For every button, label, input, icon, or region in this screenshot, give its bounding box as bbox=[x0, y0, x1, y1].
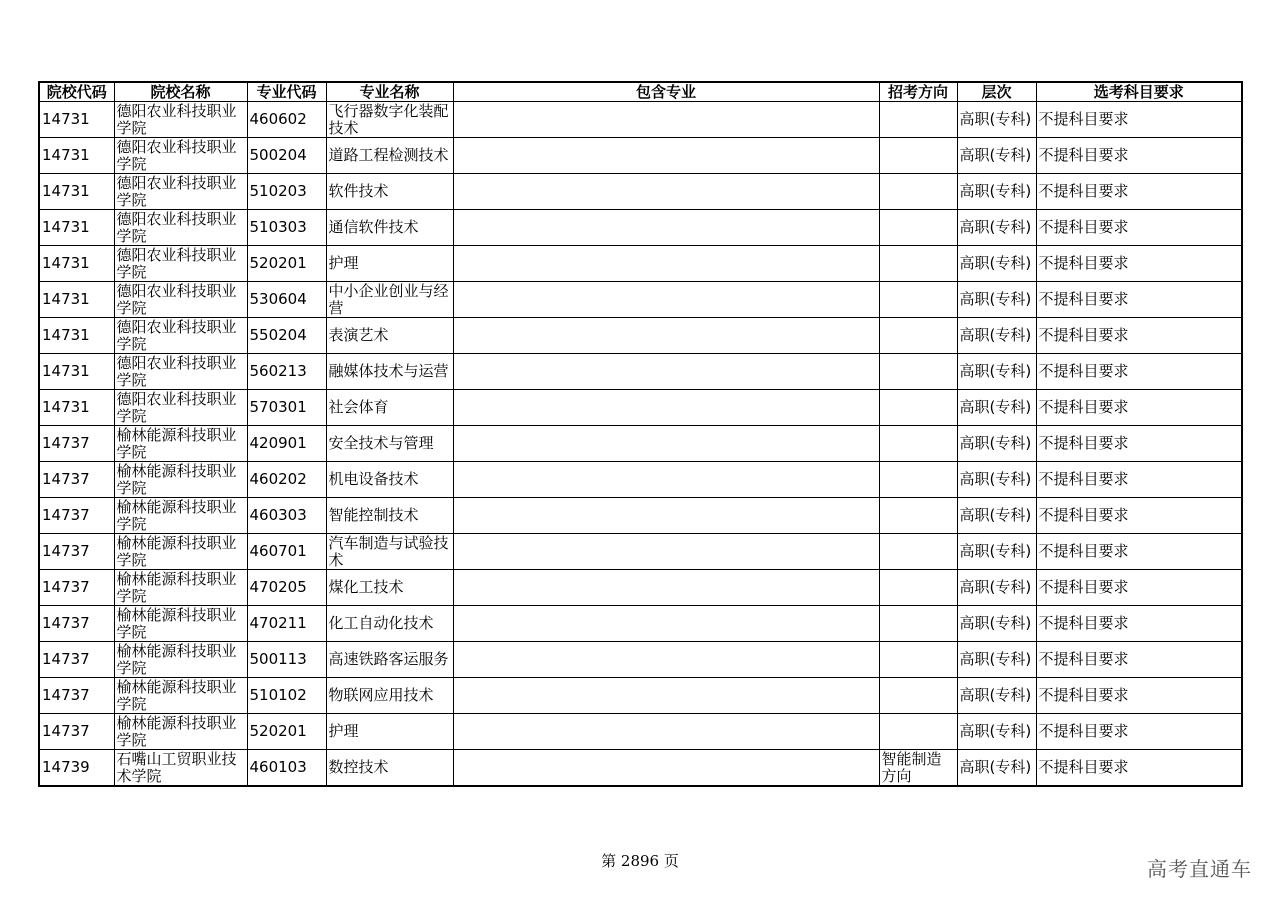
cell-direction bbox=[879, 534, 957, 570]
cell-included-majors bbox=[453, 390, 879, 426]
cell-subject-requirement: 不提科目要求 bbox=[1036, 102, 1242, 138]
table-row bbox=[39, 354, 1242, 390]
cell-school-code: 14737 bbox=[39, 462, 114, 498]
cell-major-name: 煤化工技术 bbox=[326, 570, 453, 606]
cell-included-majors bbox=[453, 534, 879, 570]
cell-school-code: 14731 bbox=[39, 138, 114, 174]
cell-direction bbox=[879, 354, 957, 390]
header-direction: 招考方向 bbox=[879, 82, 957, 102]
cell-school-code: 14731 bbox=[39, 354, 114, 390]
cell-included-majors bbox=[453, 642, 879, 678]
cell-direction: 智能制造方向 bbox=[879, 750, 957, 787]
cell-major-code: 530604 bbox=[247, 282, 326, 318]
cell-major-code: 420901 bbox=[247, 426, 326, 462]
cell-major-code: 520201 bbox=[247, 246, 326, 282]
cell-major-name: 融媒体技术与运营 bbox=[326, 354, 453, 390]
cell-subject-requirement: 不提科目要求 bbox=[1036, 390, 1242, 426]
cell-included-majors bbox=[453, 102, 879, 138]
cell-direction bbox=[879, 102, 957, 138]
cell-major-name: 高速铁路客运服务 bbox=[326, 642, 453, 678]
cell-subject-requirement: 不提科目要求 bbox=[1036, 138, 1242, 174]
cell-level: 高职(专科) bbox=[957, 534, 1036, 570]
cell-major-name: 安全技术与管理 bbox=[326, 426, 453, 462]
cell-subject-requirement: 不提科目要求 bbox=[1036, 606, 1242, 642]
cell-direction bbox=[879, 138, 957, 174]
table-row bbox=[39, 606, 1242, 642]
cell-school-name: 榆林能源科技职业学院 bbox=[114, 678, 247, 714]
cell-direction bbox=[879, 498, 957, 534]
cell-major-code: 570301 bbox=[247, 390, 326, 426]
cell-subject-requirement: 不提科目要求 bbox=[1036, 642, 1242, 678]
cell-included-majors bbox=[453, 282, 879, 318]
cell-included-majors bbox=[453, 138, 879, 174]
table-row bbox=[39, 714, 1242, 750]
cell-school-name: 榆林能源科技职业学院 bbox=[114, 606, 247, 642]
header-major-code: 专业代码 bbox=[247, 82, 326, 102]
cell-school-code: 14731 bbox=[39, 102, 114, 138]
cell-subject-requirement: 不提科目要求 bbox=[1036, 246, 1242, 282]
cell-major-code: 460103 bbox=[247, 750, 326, 787]
table-row bbox=[39, 318, 1242, 354]
cell-major-code: 500113 bbox=[247, 642, 326, 678]
cell-major-code: 510203 bbox=[247, 174, 326, 210]
cell-included-majors bbox=[453, 354, 879, 390]
cell-major-code: 510102 bbox=[247, 678, 326, 714]
admissions-table bbox=[38, 81, 1243, 787]
cell-level: 高职(专科) bbox=[957, 138, 1036, 174]
cell-included-majors bbox=[453, 678, 879, 714]
cell-major-code: 460202 bbox=[247, 462, 326, 498]
cell-major-code: 520201 bbox=[247, 714, 326, 750]
header-school-code: 院校代码 bbox=[39, 82, 114, 102]
cell-school-name: 德阳农业科技职业学院 bbox=[114, 354, 247, 390]
header-included-majors: 包含专业 bbox=[453, 82, 879, 102]
cell-major-code: 510303 bbox=[247, 210, 326, 246]
cell-school-code: 14737 bbox=[39, 642, 114, 678]
cell-included-majors bbox=[453, 426, 879, 462]
cell-school-name: 德阳农业科技职业学院 bbox=[114, 210, 247, 246]
cell-school-name: 德阳农业科技职业学院 bbox=[114, 318, 247, 354]
cell-school-code: 14737 bbox=[39, 570, 114, 606]
cell-subject-requirement: 不提科目要求 bbox=[1036, 714, 1242, 750]
cell-level: 高职(专科) bbox=[957, 642, 1036, 678]
cell-school-name: 榆林能源科技职业学院 bbox=[114, 534, 247, 570]
table-row bbox=[39, 138, 1242, 174]
cell-major-code: 470211 bbox=[247, 606, 326, 642]
cell-subject-requirement: 不提科目要求 bbox=[1036, 210, 1242, 246]
cell-subject-requirement: 不提科目要求 bbox=[1036, 498, 1242, 534]
cell-direction bbox=[879, 282, 957, 318]
cell-school-name: 德阳农业科技职业学院 bbox=[114, 246, 247, 282]
cell-school-name: 榆林能源科技职业学院 bbox=[114, 498, 247, 534]
cell-subject-requirement: 不提科目要求 bbox=[1036, 750, 1242, 787]
cell-level: 高职(专科) bbox=[957, 570, 1036, 606]
table-row bbox=[39, 210, 1242, 246]
cell-included-majors bbox=[453, 246, 879, 282]
cell-level: 高职(专科) bbox=[957, 498, 1036, 534]
cell-direction bbox=[879, 570, 957, 606]
cell-included-majors bbox=[453, 462, 879, 498]
cell-major-code: 560213 bbox=[247, 354, 326, 390]
cell-major-name: 汽车制造与试验技术 bbox=[326, 534, 453, 570]
cell-level: 高职(专科) bbox=[957, 102, 1036, 138]
cell-school-name: 德阳农业科技职业学院 bbox=[114, 138, 247, 174]
cell-school-name: 榆林能源科技职业学院 bbox=[114, 714, 247, 750]
table-row bbox=[39, 750, 1242, 787]
cell-included-majors bbox=[453, 174, 879, 210]
cell-direction bbox=[879, 714, 957, 750]
table-row bbox=[39, 174, 1242, 210]
cell-major-code: 460602 bbox=[247, 102, 326, 138]
cell-school-code: 14739 bbox=[39, 750, 114, 787]
header-subject-requirement: 选考科目要求 bbox=[1036, 82, 1242, 102]
cell-included-majors bbox=[453, 570, 879, 606]
cell-level: 高职(专科) bbox=[957, 210, 1036, 246]
cell-school-name: 德阳农业科技职业学院 bbox=[114, 174, 247, 210]
cell-school-code: 14737 bbox=[39, 534, 114, 570]
cell-school-code: 14731 bbox=[39, 246, 114, 282]
cell-school-code: 14731 bbox=[39, 390, 114, 426]
cell-school-name: 石嘴山工贸职业技术学院 bbox=[114, 750, 247, 787]
table-header-row bbox=[39, 82, 1242, 102]
cell-major-name: 智能控制技术 bbox=[326, 498, 453, 534]
cell-school-code: 14737 bbox=[39, 606, 114, 642]
cell-level: 高职(专科) bbox=[957, 282, 1036, 318]
table-row bbox=[39, 462, 1242, 498]
cell-school-code: 14731 bbox=[39, 318, 114, 354]
header-major-name: 专业名称 bbox=[326, 82, 453, 102]
cell-subject-requirement: 不提科目要求 bbox=[1036, 678, 1242, 714]
cell-school-name: 榆林能源科技职业学院 bbox=[114, 426, 247, 462]
cell-subject-requirement: 不提科目要求 bbox=[1036, 426, 1242, 462]
cell-direction bbox=[879, 606, 957, 642]
cell-direction bbox=[879, 174, 957, 210]
cell-level: 高职(专科) bbox=[957, 390, 1036, 426]
cell-school-code: 14731 bbox=[39, 174, 114, 210]
cell-school-name: 德阳农业科技职业学院 bbox=[114, 282, 247, 318]
cell-subject-requirement: 不提科目要求 bbox=[1036, 462, 1242, 498]
cell-major-name: 物联网应用技术 bbox=[326, 678, 453, 714]
cell-direction bbox=[879, 246, 957, 282]
cell-included-majors bbox=[453, 498, 879, 534]
cell-major-name: 数控技术 bbox=[326, 750, 453, 787]
cell-major-name: 道路工程检测技术 bbox=[326, 138, 453, 174]
cell-level: 高职(专科) bbox=[957, 426, 1036, 462]
cell-school-name: 榆林能源科技职业学院 bbox=[114, 642, 247, 678]
cell-direction bbox=[879, 678, 957, 714]
cell-direction bbox=[879, 462, 957, 498]
cell-included-majors bbox=[453, 318, 879, 354]
table-row bbox=[39, 426, 1242, 462]
table-row bbox=[39, 498, 1242, 534]
cell-level: 高职(专科) bbox=[957, 246, 1036, 282]
cell-included-majors bbox=[453, 750, 879, 787]
cell-school-name: 德阳农业科技职业学院 bbox=[114, 102, 247, 138]
cell-major-name: 软件技术 bbox=[326, 174, 453, 210]
cell-major-code: 470205 bbox=[247, 570, 326, 606]
cell-included-majors bbox=[453, 210, 879, 246]
table-row bbox=[39, 642, 1242, 678]
cell-subject-requirement: 不提科目要求 bbox=[1036, 282, 1242, 318]
cell-major-name: 飞行器数字化装配技术 bbox=[326, 102, 453, 138]
cell-major-name: 通信软件技术 bbox=[326, 210, 453, 246]
cell-major-code: 460303 bbox=[247, 498, 326, 534]
cell-subject-requirement: 不提科目要求 bbox=[1036, 534, 1242, 570]
cell-major-name: 表演艺术 bbox=[326, 318, 453, 354]
cell-school-code: 14737 bbox=[39, 714, 114, 750]
cell-school-name: 榆林能源科技职业学院 bbox=[114, 462, 247, 498]
cell-school-name: 德阳农业科技职业学院 bbox=[114, 390, 247, 426]
cell-level: 高职(专科) bbox=[957, 714, 1036, 750]
cell-direction bbox=[879, 642, 957, 678]
table-row bbox=[39, 102, 1242, 138]
cell-major-name: 化工自动化技术 bbox=[326, 606, 453, 642]
cell-subject-requirement: 不提科目要求 bbox=[1036, 354, 1242, 390]
watermark-logo: 高考直通车 bbox=[1147, 857, 1252, 881]
cell-major-name: 中小企业创业与经营 bbox=[326, 282, 453, 318]
cell-direction bbox=[879, 426, 957, 462]
cell-level: 高职(专科) bbox=[957, 678, 1036, 714]
cell-major-code: 500204 bbox=[247, 138, 326, 174]
cell-major-name: 机电设备技术 bbox=[326, 462, 453, 498]
cell-direction bbox=[879, 390, 957, 426]
cell-major-name: 社会体育 bbox=[326, 390, 453, 426]
cell-school-code: 14731 bbox=[39, 282, 114, 318]
cell-included-majors bbox=[453, 714, 879, 750]
cell-included-majors bbox=[453, 606, 879, 642]
cell-major-name: 护理 bbox=[326, 714, 453, 750]
cell-level: 高职(专科) bbox=[957, 750, 1036, 787]
cell-direction bbox=[879, 318, 957, 354]
cell-school-code: 14737 bbox=[39, 426, 114, 462]
cell-major-code: 550204 bbox=[247, 318, 326, 354]
table-row bbox=[39, 282, 1242, 318]
cell-level: 高职(专科) bbox=[957, 354, 1036, 390]
cell-level: 高职(专科) bbox=[957, 606, 1036, 642]
table-body bbox=[39, 102, 1242, 787]
table-row bbox=[39, 570, 1242, 606]
cell-level: 高职(专科) bbox=[957, 462, 1036, 498]
cell-level: 高职(专科) bbox=[957, 174, 1036, 210]
table-row bbox=[39, 678, 1242, 714]
cell-subject-requirement: 不提科目要求 bbox=[1036, 318, 1242, 354]
cell-major-code: 460701 bbox=[247, 534, 326, 570]
cell-school-code: 14737 bbox=[39, 678, 114, 714]
cell-direction bbox=[879, 210, 957, 246]
cell-school-code: 14731 bbox=[39, 210, 114, 246]
table-row bbox=[39, 390, 1242, 426]
table-row bbox=[39, 534, 1242, 570]
cell-major-name: 护理 bbox=[326, 246, 453, 282]
cell-school-code: 14737 bbox=[39, 498, 114, 534]
header-school-name: 院校名称 bbox=[114, 82, 247, 102]
cell-level: 高职(专科) bbox=[957, 318, 1036, 354]
cell-subject-requirement: 不提科目要求 bbox=[1036, 570, 1242, 606]
header-level: 层次 bbox=[957, 82, 1036, 102]
table-row bbox=[39, 246, 1242, 282]
cell-subject-requirement: 不提科目要求 bbox=[1036, 174, 1242, 210]
page-number: 第 2896 页 bbox=[601, 852, 679, 870]
cell-school-name: 榆林能源科技职业学院 bbox=[114, 570, 247, 606]
